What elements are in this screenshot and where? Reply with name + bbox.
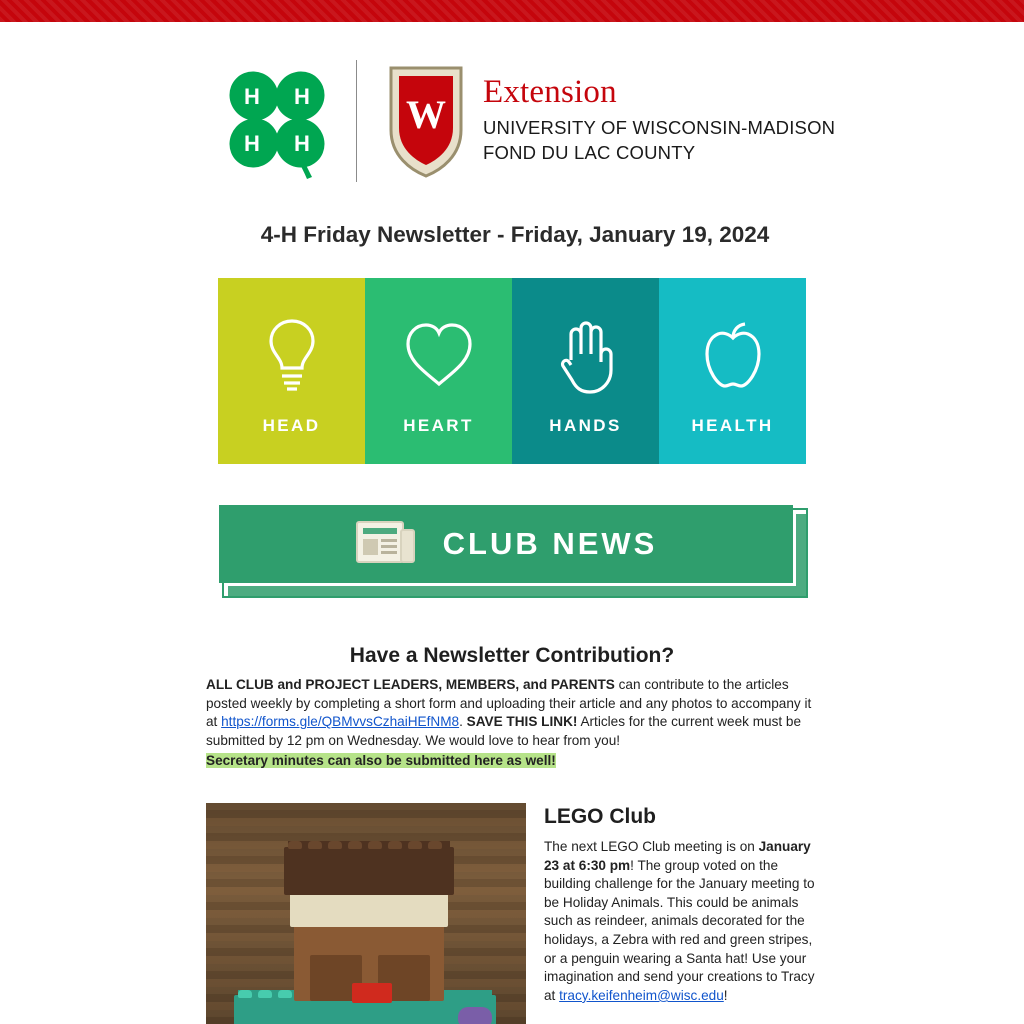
club-news-banner bbox=[216, 502, 808, 598]
lego-contact-email-link[interactable]: tracy.keifenheim@wisc.edu bbox=[559, 987, 724, 1003]
uw-crest-icon bbox=[383, 62, 469, 180]
club-news-bar bbox=[216, 502, 796, 586]
hhhh-cell-head bbox=[218, 278, 365, 464]
lego-club-paragraph bbox=[544, 838, 818, 1005]
extension-title: Extension bbox=[483, 74, 617, 111]
hand-icon bbox=[558, 312, 614, 398]
hhhh-label-hands: HANDS bbox=[549, 416, 622, 435]
contribution-text-3: Articles for the current week must be submitted by 12 pm on Wednesday. We would love to hear from you! bbox=[206, 714, 802, 748]
svg-text:W: W bbox=[406, 92, 446, 137]
hhhh-cell-heart bbox=[365, 278, 512, 464]
lego-purple-piece bbox=[458, 1007, 492, 1024]
lego-text-3: ! bbox=[723, 987, 728, 1003]
lego-top-brick bbox=[284, 847, 454, 895]
contribution-paragraph bbox=[206, 676, 818, 750]
hhhh-cell-hands bbox=[512, 278, 659, 464]
lightbulb-icon bbox=[263, 312, 321, 398]
contribution-form-link[interactable]: https://forms.gle/QBMvvsCzhaiHEfNM8 bbox=[221, 714, 460, 730]
hhhh-label-health: HEALTH bbox=[691, 416, 774, 435]
hhhh-label-heart: HEART bbox=[403, 416, 474, 435]
lego-red-brick bbox=[352, 983, 392, 1003]
lego-club-heading: LEGO Club bbox=[544, 805, 656, 829]
logo-divider bbox=[356, 60, 357, 182]
extension-line-2: FOND DU LAC COUNTY bbox=[483, 142, 696, 163]
apple-icon bbox=[701, 312, 765, 398]
four-h-clover-icon bbox=[218, 61, 336, 181]
lego-text-1: The next LEGO Club meeting is on bbox=[544, 839, 759, 855]
svg-text:H: H bbox=[244, 131, 260, 156]
hhhh-cell-health bbox=[659, 278, 806, 464]
lego-club-text bbox=[544, 803, 818, 1024]
contribution-heading: Have a Newsletter Contribution? bbox=[349, 644, 675, 667]
svg-text:H: H bbox=[244, 84, 260, 109]
extension-line-1: UNIVERSITY OF WISCONSIN-MADISON bbox=[483, 117, 836, 139]
newsletter-body bbox=[206, 644, 818, 1024]
lego-club-photo bbox=[206, 803, 526, 1024]
contribution-save-link: SAVE THIS LINK! bbox=[466, 714, 578, 730]
lego-tan-brick bbox=[290, 891, 448, 927]
lego-club-section bbox=[206, 803, 818, 1024]
newsletter-page bbox=[0, 22, 1024, 1024]
svg-text:H: H bbox=[294, 131, 310, 156]
head-heart-hands-health-banner bbox=[218, 278, 806, 464]
top-red-bar bbox=[0, 0, 1024, 22]
lego-meeting-date: January 23 at 6:30 pm bbox=[544, 839, 811, 873]
newspaper-icon bbox=[355, 516, 417, 573]
club-news-label: CLUB NEWS bbox=[442, 526, 658, 561]
heart-icon bbox=[403, 312, 475, 398]
page-title: 4-H Friday Newsletter - Friday, January 19, 2024 bbox=[260, 222, 770, 247]
contribution-text-2: . bbox=[459, 714, 467, 730]
extension-wordmark bbox=[483, 76, 835, 165]
contribution-highlight-line bbox=[206, 752, 818, 771]
header-logo-row bbox=[0, 22, 1024, 182]
contribution-lead: ALL CLUB and PROJECT LEADERS, MEMBERS, and PARENTS bbox=[206, 677, 615, 692]
svg-text:H: H bbox=[294, 84, 310, 109]
lego-text-2: ! The group voted on the building challenge for the January meeting to be Holiday Animals. This could be animals such as reindeer, animals decorated for the holidays, a Zebra with red and green stripes, or a penguin wearing a Santa hat! Use your imagination and send your creations to Tracy at bbox=[544, 857, 815, 1003]
contribution-text-1: can contribute to the articles posted weekly by completing a short form and uploading their article and any photos to accompany it at bbox=[206, 677, 812, 730]
secretary-minutes-highlight: Secretary minutes can also be submitted here as well! bbox=[206, 753, 556, 769]
hhhh-label-head: HEAD bbox=[262, 416, 321, 435]
